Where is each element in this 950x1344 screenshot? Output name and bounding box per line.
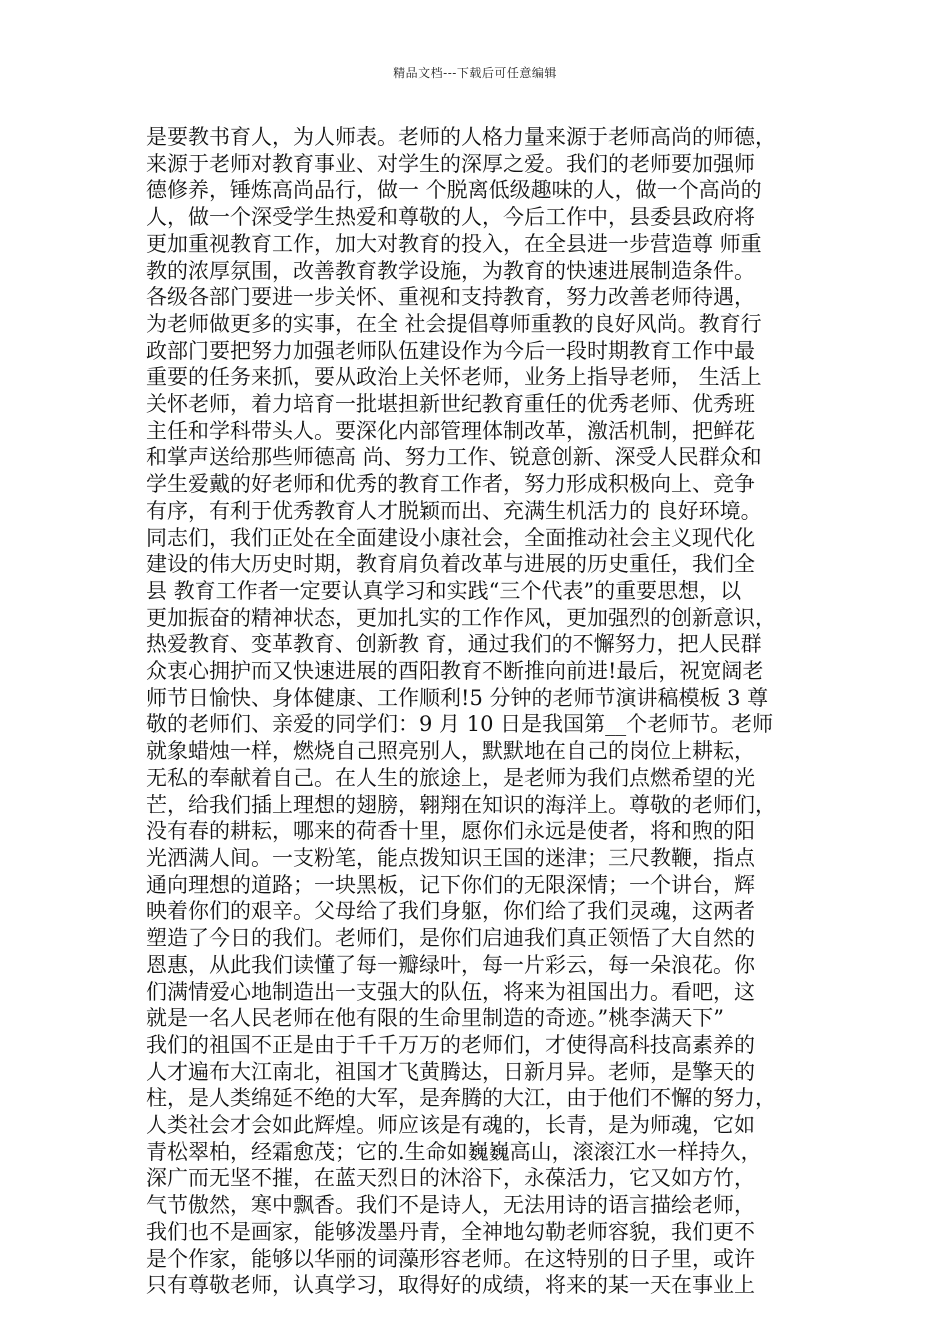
text-line: 们满情爱心地制造出一支强大的队伍，将来为祖国出力。看吧，这: [146, 979, 755, 1004]
text-line: 就是一名人民老师在他有限的生命里制造的奇迹。”桃李满天下”: [146, 1006, 724, 1031]
text-line: 政部门要把努力加强老师队伍建设作为今后一段时期教育工作中最: [146, 338, 755, 363]
text-line: 建设的伟大历史时期，教育肩负着改革与进展的历史重任，我们全: [146, 552, 755, 577]
text-line: 众衷心拥护而又快速进展的酉阳教育不断推向前进!最后，祝宽阔老: [146, 659, 764, 684]
text-line: 光洒满人间。一支粉笔，能点拨知识王国的迷津；三尺教鞭，指点: [146, 845, 755, 870]
text-line: 就象蜡烛一样，燃烧自己照亮别人，默默地在自己的岗位上耕耘，: [146, 739, 755, 764]
text-line: 通向理想的道路；一块黑板，记下你们的无限深情；一个讲台，辉: [146, 872, 755, 897]
text-line: 塑造了今日的我们。老师们，是你们启迪我们真正领悟了大自然的: [146, 926, 755, 951]
text-line: 学生爱戴的好老师和优秀的教育工作者，努力形成积极向上、竞争: [146, 472, 755, 497]
text-line: 没有春的耕耘，哪来的荷香十里，愿你们永远是使者，将和煦的阳: [146, 819, 755, 844]
text-line: 有序，有利于优秀教育人才脱颖而出、充满生机活力的 良好环境。: [146, 498, 762, 523]
text-line: 我们的祖国不正是由于千千万万的老师们，才使得高科技高素养的: [146, 1032, 755, 1057]
text-line: 恩惠，从此我们读懂了每一瓣绿叶，每一片彩云，每一朵浪花。你: [146, 952, 755, 977]
text-line: 各级各部门要进一步关怀、重视和支持教育，努力改善老师待遇，: [146, 285, 755, 310]
page-header: 精品文档---下载后可任意编辑: [393, 66, 557, 80]
text-line: 是个作家，能够以华丽的词藻形容老师。在这特别的日子里，或许: [146, 1246, 755, 1271]
text-line: 主任和学科带头人。要深化内部管理体制改革，激活机制，把鲜花: [146, 418, 755, 443]
text-line: 重要的任务来抓，要从政治上关怀老师，业务上指导老师， 生活上: [146, 365, 762, 390]
text-line: 敬的老师们、亲爱的同学们：9 月 10 日是我国第__个老师节。老师: [146, 712, 774, 737]
text-line: 芒，给我们插上理想的翅膀，翱翔在知识的海洋上。尊敬的老师们，: [146, 792, 776, 817]
text-line: 更加重视教育工作，加大对教育的投入，在全县进一步营造尊 师重: [146, 231, 762, 256]
text-line: 人类社会才会如此辉煌。师应该是有魂的，长青，是为师魂，它如: [146, 1113, 755, 1138]
text-line: 为老师做更多的实事，在全 社会提倡尊师重教的良好风尚。教育行: [146, 311, 762, 336]
text-line: 来源于老师对教育事业、对学生的深厚之爱。我们的老师要加强师: [146, 151, 755, 176]
text-line: 关怀老师，着力培育一批堪担新世纪教育重任的优秀老师、优秀班: [146, 392, 755, 417]
text-line: 只有尊敬老师，认真学习，取得好的成绩，将来的某一天在事业上: [146, 1273, 755, 1298]
text-line: 我们也不是画家，能够泼墨丹青，全神地勾勒老师容貌，我们更不: [146, 1219, 755, 1244]
text-line: 是要教书育人，为人师表。老师的人格力量来源于老师高尚的师德，: [146, 125, 776, 149]
text-line: 师节日愉快、身体健康、工作顺利!5 分钟的老师节演讲稿模板 3 尊: [146, 685, 769, 710]
text-line: 人才遍布大江南北，祖国才飞黄腾达，日新月异。老师，是擎天的: [146, 1059, 755, 1084]
text-line: 人，做一个深受学生热爱和尊敬的人，今后工作中，县委县政府将: [146, 205, 755, 230]
text-line: 柱，是人类绵延不绝的大军，是奔腾的大江，由于他们不懈的努力，: [146, 1086, 776, 1111]
text-line: 德修养，锤炼高尚品行，做一 个脱离低级趣味的人，做一个高尚的: [146, 178, 762, 203]
text-line: 县 教育工作者一定要认真学习和实践“三个代表”的重要思想，以: [146, 578, 742, 603]
text-line: 同志们，我们正处在全面建设小康社会，全面推动社会主义现代化: [146, 525, 755, 550]
text-line: 更加振奋的精神状态，更加扎实的工作作风，更加强烈的创新意识，: [146, 605, 776, 630]
text-line: 气节傲然，寒中飘香。我们不是诗人，无法用诗的语言描绘老师，: [146, 1193, 755, 1218]
text-line: 深广而无坚不摧，在蓝天烈日的沐浴下，永葆活力，它又如方竹，: [146, 1166, 755, 1191]
text-line: 青松翠柏，经霜愈茂；它的.生命如巍巍高山，滚滚江水一样持久，: [146, 1139, 762, 1164]
text-line: 教的浓厚氛围，改善教育教学设施，为教育的快速进展制造条件。: [146, 258, 755, 283]
text-line: 映着你们的艰辛。父母给了我们身躯，你们给了我们灵魂，这两者: [146, 899, 755, 924]
text-line: 无私的奉献着自己。在人生的旅途上，是老师为我们点燃希望的光: [146, 765, 755, 790]
text-line: 和掌声送给那些师德高 尚、努力工作、锐意创新、深受人民群众和: [146, 445, 762, 470]
text-line: 热爱教育、变革教育、创新教 育，通过我们的不懈努力，把人民群: [146, 632, 762, 657]
document-body: [146, 124, 806, 1299]
